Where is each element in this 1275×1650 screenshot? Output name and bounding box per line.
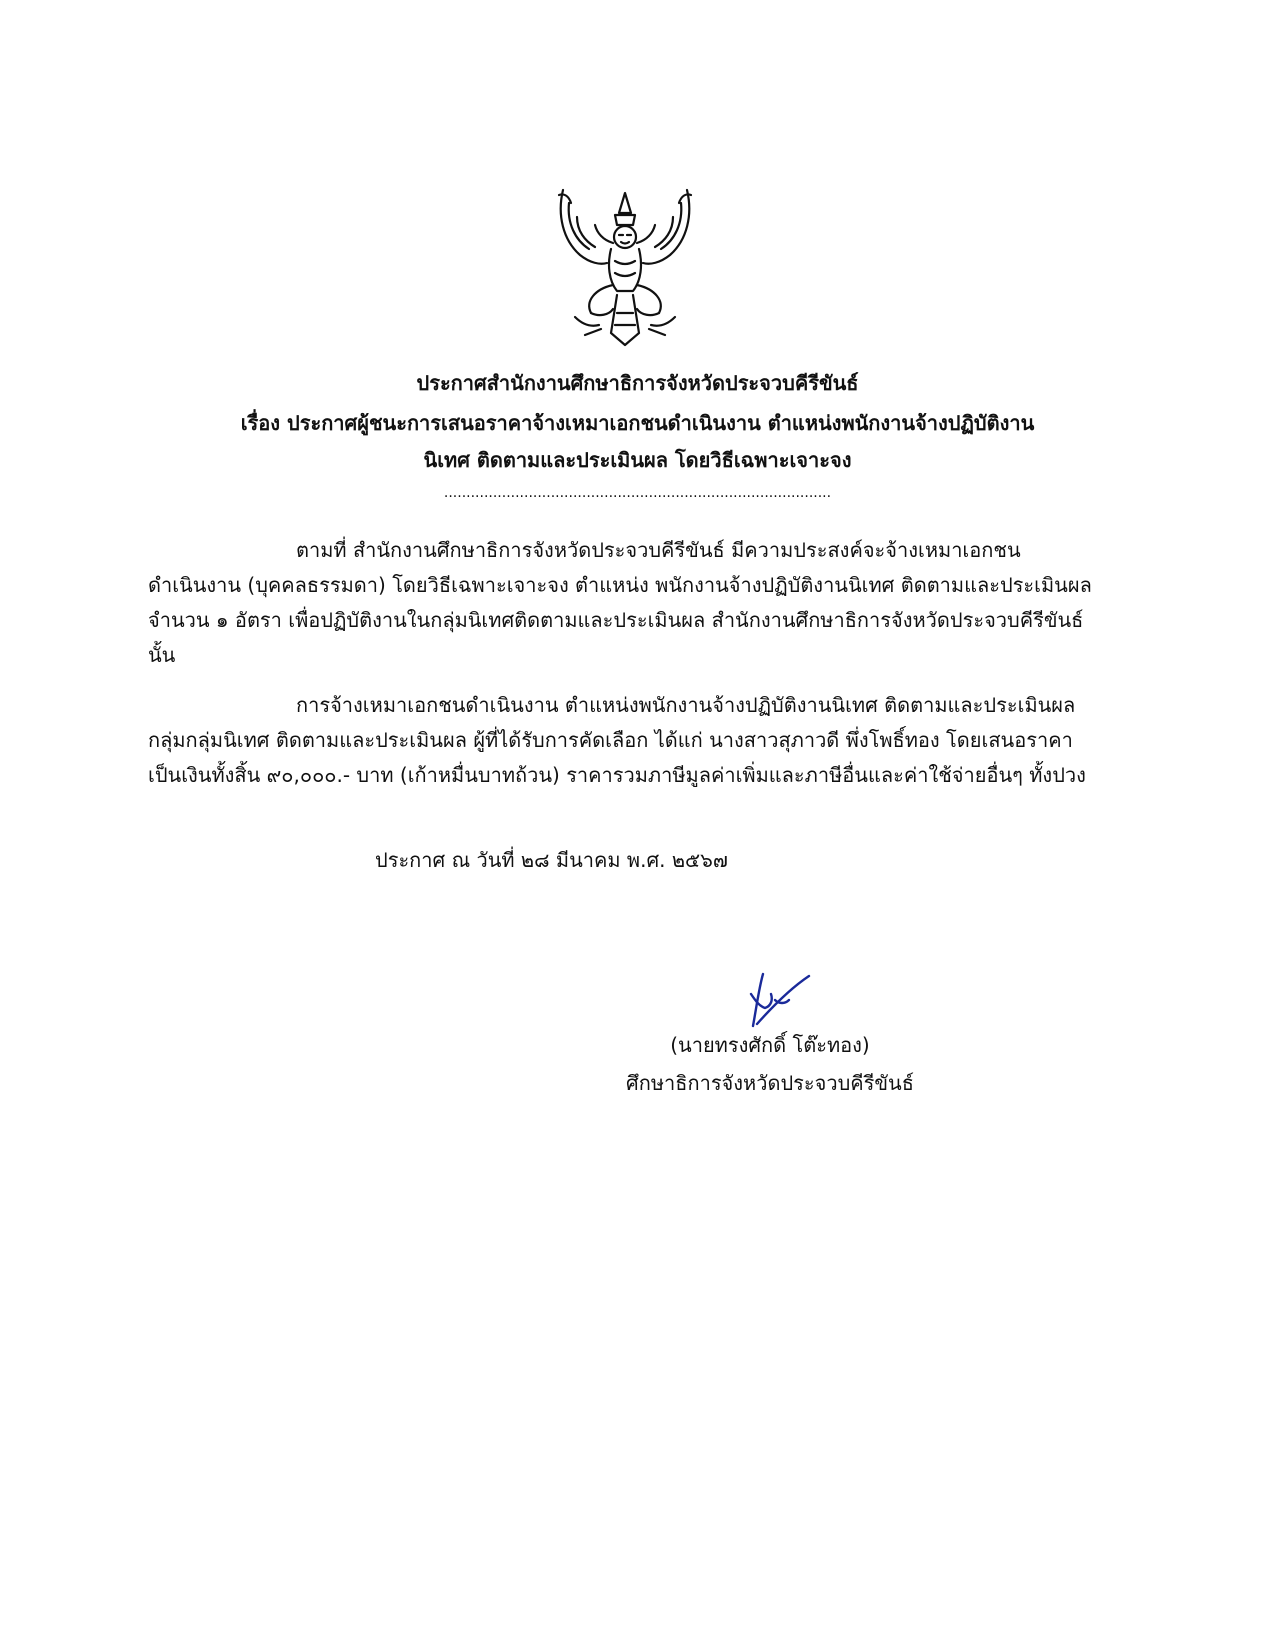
paragraph1-line3: จำนวน ๑ อัตรา เพื่อปฏิบัติงานในกลุ่มนิเทศติดตามและประเมินผล สำนักงานศึกษาธิการจังหวัดประจวบคีรีขันธ์ — [148, 608, 1084, 632]
handwritten-signature-icon — [745, 970, 815, 1030]
paragraph1-line4: นั้น — [148, 643, 176, 667]
announcement-title: ประกาศสำนักงานศึกษาธิการจังหวัดประจวบคีรีขันธ์ — [416, 371, 859, 395]
paragraph2-line2: กลุ่มกลุ่มนิเทศ ติดตามและประเมินผล ผู้ที่ได้รับการคัดเลือก ได้แก่ นางสาวสุภาวดี พึ่งโพธิ์ทอง โดยเสนอราคา — [148, 728, 1073, 752]
paragraph2-line3: เป็นเงินทั้งสิ้น ๙๐,๐๐๐.- บาท (เก้าหมื่นบาทถ้วน) ราคารวมภาษีมูลค่าเพิ่มและภาษีอื่นและค่าใช้จ่ายอื่นๆ ทั้งปวง — [148, 763, 1086, 787]
garuda-emblem-icon — [555, 185, 695, 360]
announcement-date: ประกาศ ณ วันที่ ๒๘ มีนาคม พ.ศ. ๒๕๖๗ — [375, 848, 728, 872]
separator-line: ....................................................................................... — [443, 485, 832, 501]
paragraph2-line1: การจ้างเหมาเอกชนดำเนินงาน ตำแหน่งพนักงานจ้างปฏิบัติงานนิเทศ ติดตามและประเมินผล — [296, 693, 1076, 717]
paragraph1-line2: ดำเนินงาน (บุคคลธรรมดา) โดยวิธีเฉพาะเจาะจง ตำแหน่ง พนักงานจ้างปฏิบัติงานนิเทศ ติดตามและประเมินผล — [148, 573, 1092, 597]
signer-name: (นายทรงศักดิ์ โต๊ะทอง) — [670, 1033, 870, 1057]
announcement-subject-line1: เรื่อง ประกาศผู้ชนะการเสนอราคาจ้างเหมาเอกชนดำเนินงาน ตำแหน่งพนักงานจ้างปฏิบัติงาน — [240, 411, 1035, 435]
announcement-subject-line2: นิเทศ ติดตามและประเมินผล โดยวิธีเฉพาะเจาะจง — [423, 448, 852, 472]
paragraph1-line1: ตามที่ สำนักงานศึกษาธิการจังหวัดประจวบคีรีขันธ์ มีความประสงค์จะจ้างเหมาเอกชน — [296, 538, 1021, 562]
signer-position: ศึกษาธิการจังหวัดประจวบคีรีขันธ์ — [626, 1071, 914, 1095]
